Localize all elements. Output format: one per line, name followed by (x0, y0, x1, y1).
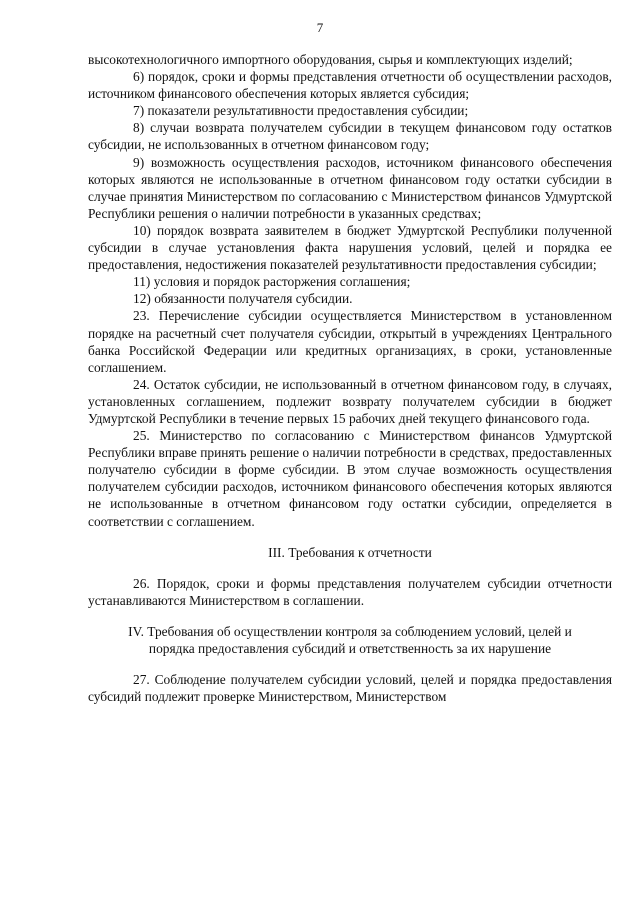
paragraph: 10) порядок возврата заявителем в бюджет Удмуртской Республики полученной субсидии в случае установления факта нарушения условий, целей и порядка ее предоставления, недостижения показателей результативности предоставления субсидии; (88, 222, 612, 273)
paragraph: 7) показатели результативности предоставления субсидии; (133, 103, 469, 119)
paragraph-group (88, 51, 612, 530)
paragraph: 8) случаи возврата получателем субсидии в текущем финансовом году остатков субсидии, не использованных в отчетном финансовом году; (88, 120, 612, 153)
paragraph: 11) условия и порядок расторжения соглашения; (133, 274, 411, 290)
paragraph: 23. Перечисление субсидии осуществляется Министерством в установленном порядке на расчетный счет получателя субсидии, открытый в учреждениях Центрального банка Российской Федерации или кредитных организациях, в сроки, установленные соглашением. (88, 308, 612, 375)
section-4-paragraphs (88, 671, 612, 705)
paragraph: 25. Министерство по согласованию с Министерством финансов Удмуртской Республики вправе принять решение о наличии потребности в средствах, предоставленных получателю субсидии в форме субсидии. В этом случае возможность осуществления получателем субсидии расходов, источником финансового обеспечения которых являются не использованные в отчетном финансовом году остатки субсидии, определяется в соответствии с соглашением. (88, 428, 612, 529)
section-heading-3: III. Требования к отчетности (268, 544, 432, 560)
page-number: 7 (316, 20, 324, 35)
paragraph: 6) порядок, сроки и формы представления отчетности об осуществлении расходов, источником финансового обеспечения которых является субсидия; (88, 69, 612, 102)
section-heading-4-line1: IV. Требования об осуществлении контроля за соблюдением условий, целей и (128, 623, 572, 639)
section-heading-4 (88, 623, 612, 657)
paragraph: высокотехнологичного импортного оборудования, сырья и комплектующих изделий; (88, 52, 573, 67)
paragraph: 12) обязанности получателя субсидии. (133, 291, 353, 307)
section-3-paragraphs (88, 575, 612, 609)
section-heading-4-line2: порядка предоставления субсидий и ответственность за их нарушение (148, 641, 552, 656)
document-body (88, 51, 612, 705)
paragraph: 9) возможность осуществления расходов, источником финансового обеспечения которых являются не использованные в отчетном финансовом году остатки субсидии в случае принятия Министерством по согласованию с Министерством финансов Удмуртской Республики решения о наличии потребности в указанных средствах; (88, 154, 612, 221)
paragraph: 26. Порядок, сроки и формы представления получателем субсидии отчетности устанавливаются Министерством в соглашении. (88, 575, 612, 608)
paragraph: 27. Соблюдение получателем субсидии условий, целей и порядка предоставления субсидий подлежит проверке Министерством, Министерством (88, 672, 612, 705)
paragraph: 24. Остаток субсидии, не использованный в отчетном финансовом году, в случаях, установленных соглашением, подлежит возврату получателем субсидии в бюджет Удмуртской Республики в течение первых 15 рабочих дней текущего финансового года. (88, 376, 612, 426)
